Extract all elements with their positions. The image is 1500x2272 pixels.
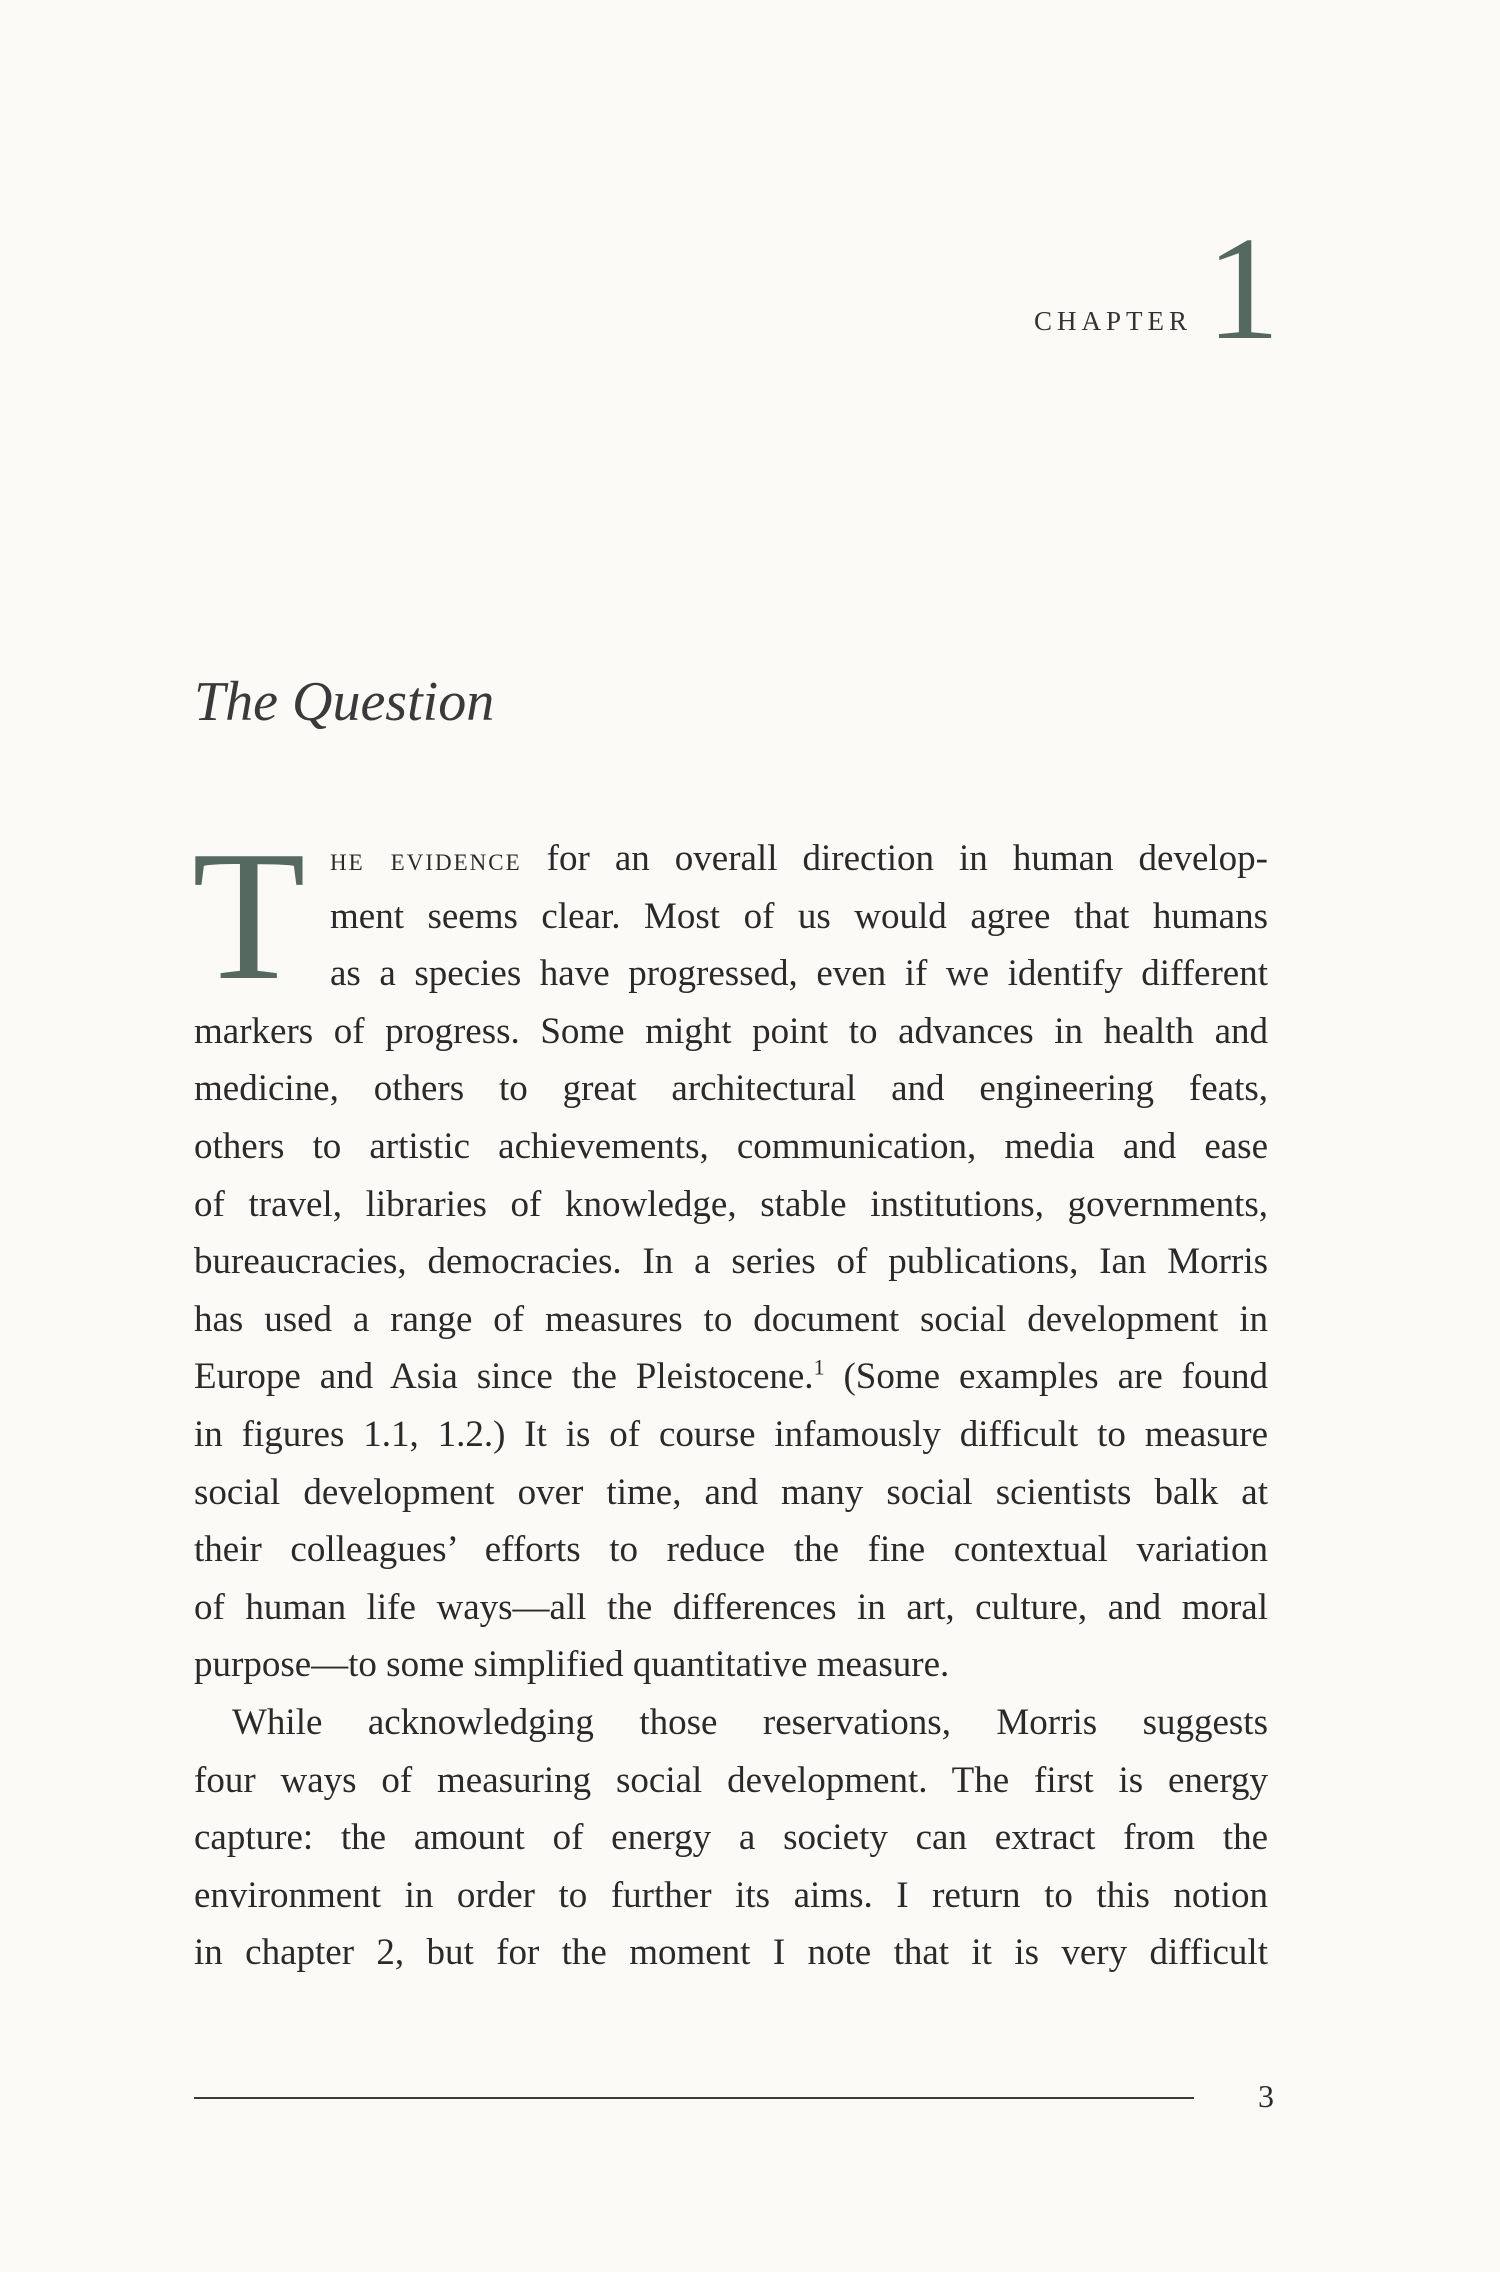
text-line: social development over time, and many social scientists balk at (194, 1471, 1268, 1513)
chapter-label: CHAPTER (1034, 306, 1193, 336)
text-line: bureaucracies, democracies. In a series of publications, Ian Morris (194, 1241, 1268, 1283)
drop-cap: T (192, 813, 306, 1019)
text-line: Europe and Asia since the Pleistocene.$^1$ (Some examples are found (194, 1355, 1268, 1398)
chapter-title: The Question (194, 671, 495, 733)
text-line: environment in order to further its aims. I return to this notion (194, 1874, 1268, 1916)
text-line: he evidence for an overall direction in human develop- (330, 838, 1268, 879)
text-line: in chapter 2, but for the moment I note that it is very difficult (194, 1932, 1268, 1974)
text-line: medicine, others to great architectural and engineering feats, (194, 1068, 1268, 1110)
text-line: of travel, libraries of knowledge, stable institutions, governments, (194, 1183, 1268, 1225)
text-line: their colleagues’ efforts to reduce the fine contextual variation (194, 1529, 1268, 1571)
text-line: has used a range of measures to document social development in (194, 1298, 1268, 1340)
text-line: markers of progress. Some might point to advances in health and (194, 1010, 1268, 1052)
text-line: four ways of measuring social development. The first is energy (194, 1759, 1268, 1801)
text-line: ment seems clear. Most of us would agree that humans (330, 895, 1268, 937)
chapter-number: 1 (1206, 207, 1280, 371)
lead-small-caps: he evidence (330, 842, 522, 878)
text-line: others to artistic achievements, communication, media and ease (194, 1125, 1268, 1167)
footnote-ref[interactable]: 1 (813, 1355, 825, 1381)
text-line: capture: the amount of energy a society can extract from the (194, 1817, 1268, 1859)
body-text (192, 813, 1268, 1982)
text-line: as a species have progressed, even if we identify different (330, 953, 1268, 995)
page-number: 3 (1258, 2078, 1274, 2114)
text-line: While acknowledging those reservations, Morris suggests (232, 1701, 1268, 1743)
text-line: of human life ways—all the differences in art, culture, and moral (194, 1586, 1268, 1628)
text-line: in figures 1.1, 1.2.) It is of course infamously difficult to measure (194, 1413, 1268, 1455)
footer-rule (194, 2097, 1194, 2099)
text-line: purpose—to some simplified quantitative measure. (194, 1644, 950, 1686)
